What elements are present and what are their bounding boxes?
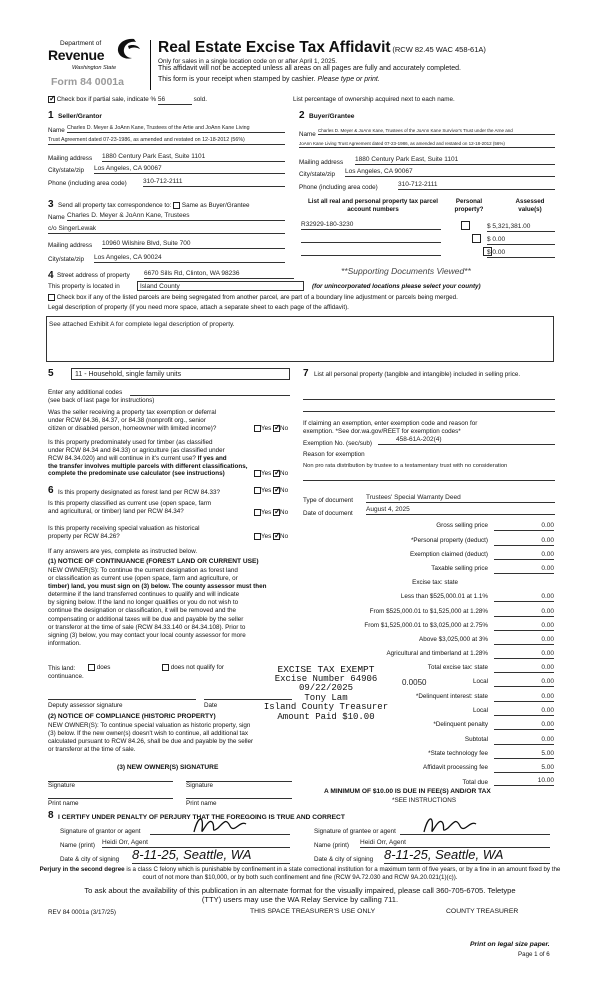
sec6-q2-yes-label: Yes — [261, 509, 272, 517]
section-5-number: 5 — [48, 368, 54, 379]
dept-line: Department of — [60, 40, 102, 47]
section-6-number: 6 — [48, 485, 54, 496]
sec6-q1-yes-label: Yes — [261, 487, 272, 495]
exemption-reason[interactable]: Non pro rata distribution by trustee to a testamentary trust with no consideration — [303, 463, 508, 469]
buyer-mail-label: Mailing address — [299, 159, 344, 166]
sec6-q2-yes-checkbox[interactable] — [254, 509, 261, 516]
q2-line-e: complete the predominate use calculator (see instructions) — [48, 470, 225, 478]
sec6-q1-no-checkbox[interactable] — [273, 487, 280, 494]
calc-value-subtotal[interactable]: 0.00 — [494, 736, 554, 745]
buyer-city[interactable]: Los Angeles, CA 90067 — [345, 168, 555, 177]
tax-mail-label: Mailing address — [48, 242, 93, 249]
seller-mail-label: Mailing address — [48, 155, 93, 162]
does-checkbox[interactable] — [88, 664, 95, 671]
calc-value-total-state[interactable]: 0.00 — [494, 664, 554, 673]
calc-value-tier3[interactable]: 0.00 — [494, 622, 554, 631]
does-not-row — [162, 664, 224, 672]
assessed-value-3[interactable]: $ 0.00 — [487, 249, 555, 258]
stamp-line-1: EXCISE TAX EXEMPT — [277, 664, 375, 675]
calc-label-tier3: From $1,525,000.01 to $3,025,000 at 2.75% — [364, 622, 488, 629]
street-label: Street address of property — [57, 272, 130, 279]
local-rate: 0.0050 — [402, 678, 427, 687]
title-text: Real Estate Excise Tax Affidavit — [158, 39, 391, 56]
cont-line-7: compensating or additional taxes will be due and payable by the seller — [48, 615, 244, 623]
assessed-value-2[interactable]: $ 0.00 — [487, 236, 555, 245]
sec6-q2-no-label: No — [280, 509, 289, 517]
segregated-row — [48, 294, 458, 302]
calc-value-penalty[interactable]: 0.00 — [494, 721, 554, 730]
header-divider — [150, 40, 151, 90]
continuance-notice — [48, 558, 292, 648]
does-row — [88, 664, 110, 672]
sec6-q3-answers — [254, 533, 288, 541]
stamp-line-6: Amount Paid $10.00 — [277, 711, 375, 722]
hist-line-1: NEW OWNER(S): To continue special valuation as historic property, sign — [48, 721, 251, 729]
grantee-date-city[interactable]: 8-11-25, Seattle, WA — [384, 847, 550, 864]
calc-label-agri: Agricultural and timberland at 1.28% — [386, 650, 488, 657]
buyer-mail[interactable]: 1880 Century Park East, Suite 1101 — [355, 156, 555, 165]
seller-name-2[interactable]: Trust Agreement dated 07-23-1986, as amended and restated on 12-18-2012 (56%) — [48, 137, 285, 145]
buyer-name-2[interactable]: JoAnn Kane Living Trust Agreement dated 07-23-1986, as amended and restated on 12-18-2012 (56%) — [299, 141, 555, 148]
calc-value-taxable[interactable]: 0.00 — [494, 565, 554, 574]
county-select[interactable]: Island County — [137, 281, 304, 291]
stamp-line-4: Tony Lam — [304, 692, 348, 703]
q2-no-label: No — [280, 470, 289, 478]
q1-line-c: citizen or disabled person, homeowner with limited income)? — [48, 424, 217, 432]
grantor-name[interactable]: Heidi Orr, Agent — [102, 839, 290, 848]
header-line-1: Only for sales in a single location code on or after April 1, 2025. — [158, 58, 338, 65]
section-7-number: 7 — [303, 368, 309, 379]
parcels-header: List all real and personal property tax parcel account numbers — [308, 198, 438, 213]
exempt-line-b: exemption. *See dor.wa.gov/REET for exemption codes* — [303, 427, 461, 435]
sec6-q3-yes-label: Yes — [261, 533, 272, 541]
q2-no-checkbox[interactable] — [273, 470, 280, 477]
same-as-buyer-label: Same as Buyer/Grantee — [181, 202, 250, 210]
stamp-line-2: Excise Number 64906 — [274, 673, 378, 684]
grantor-date-label: Date & city of signing — [60, 856, 120, 863]
parcel-number-3[interactable] — [301, 247, 441, 256]
sec6-q3 — [48, 525, 200, 541]
print-name-1[interactable] — [48, 791, 173, 799]
grantor-date-city[interactable]: 8-11-25, Seattle, WA — [132, 847, 290, 864]
continuance-label: continuance. — [48, 673, 84, 680]
addl-codes-label: Enter any additional codes — [48, 389, 123, 396]
historic-notice — [48, 713, 292, 754]
calc-value-affidavit-fee[interactable]: 5.00 — [494, 764, 554, 773]
sec6-q2-answers — [254, 509, 288, 517]
print-name-label-2: Print name — [186, 800, 217, 807]
q1-no-label: No — [280, 425, 289, 433]
logo — [46, 38, 146, 74]
cont-line-6: continue the designation or classification, it will be removed and the — [48, 607, 236, 615]
supporting-docs: **Supporting Documents Viewed** — [341, 266, 471, 276]
q2-yes-label: Yes — [261, 470, 272, 478]
parcel-number-1[interactable]: R32929-180-3230 — [301, 221, 441, 230]
q2-answers — [254, 470, 288, 478]
segregated-label: Check box if any of the listed parcels are being segregated from another parcel, are part of a boundary line adjustment or parcels being merged. — [56, 294, 458, 302]
sec6-q1-answers — [254, 487, 288, 495]
exempt-no[interactable]: 458-61A-202(4) — [378, 436, 555, 445]
sec6-q2 — [48, 500, 211, 516]
sec6-q2-b: and agricultural, or timber) land per RCW 84.34? — [48, 507, 184, 515]
grantee-sig-label: Signature of grantee or agent — [314, 828, 396, 835]
assessed-value-1[interactable]: $ 5,321,381.00 — [487, 223, 555, 232]
if-any-yes: If any answers are yes, complete as instructed below. — [48, 548, 198, 555]
calc-label-excise-state: Excise tax: state — [412, 579, 458, 586]
seller-name-1[interactable]: Charles D. Meyer & JoAnn Kane, Trustees of the Artie and JoAnn Kane Living — [67, 125, 285, 133]
use-code-select[interactable]: 11 - Household, single family units — [71, 368, 290, 380]
revenue-swoosh-icon — [114, 36, 142, 62]
receipt-note: This form is your receipt when stamped by cashier. — [158, 76, 316, 83]
q2-line-d: the transfer involves multiple parcels with different classifications, — [48, 462, 248, 470]
exemption-question — [48, 409, 268, 433]
assessed-value-header: Assessed value(s) — [515, 198, 545, 213]
title-rcw: (RCW 82.45 WAC 458-61A) — [392, 45, 486, 54]
buyer-name-label: Name — [299, 131, 316, 138]
reason-line-2 — [303, 480, 555, 481]
calc-label-gross: Gross selling price — [436, 522, 488, 529]
exempt-line-a: If claiming an exemption, enter exemption code and reason for — [303, 420, 478, 427]
new-owner-sig-1[interactable] — [48, 774, 173, 782]
section-8-number: 8 — [48, 810, 54, 821]
does-not-label: does not qualify for — [170, 664, 224, 672]
calc-label-interest-local: Local — [472, 707, 488, 714]
q2-line-b: under RCW 84.34 and 84.33) or agriculture (as classified under — [48, 446, 225, 454]
tax-mail[interactable]: 10960 Wilshire Blvd, Suite 700 — [102, 240, 285, 249]
calc-label-personal: *Personal property (deduct) — [410, 537, 488, 544]
calc-label-penalty: *Delinquent penalty — [433, 721, 488, 728]
calc-label-total-due: Total due — [462, 779, 488, 786]
parcel-number-2[interactable] — [301, 234, 441, 243]
cont-line-2: or classification as current use (open space, farm and agriculture, or — [48, 574, 238, 582]
sec6-q3-a: Is this property receiving special valuation as historical — [48, 525, 200, 532]
treasurer-use-only: THIS SPACE TREASURER'S USE ONLY — [250, 908, 376, 915]
q1-yes-label: Yes — [261, 425, 272, 433]
excise-stamp — [258, 665, 394, 722]
alt-format-2: (TTY) users may use the WA Relay Service by calling 711. — [201, 895, 399, 904]
q2-line-c-bold: If yes and — [197, 454, 227, 462]
tax-name-label: Name — [48, 214, 65, 221]
partial-sale-checkbox[interactable] — [48, 96, 55, 103]
perjury-notice — [36, 866, 564, 882]
q1-yes-checkbox[interactable] — [254, 425, 261, 432]
calc-label-total-state: Total excise tax: state — [427, 664, 488, 671]
grantee-signature-scribble — [420, 812, 480, 838]
calc-label-tier4: Above $3,025,000 at 3% — [419, 636, 488, 643]
seller-city-label: City/state/zip — [48, 167, 85, 174]
legal-description-box[interactable] — [46, 316, 554, 362]
doc-date[interactable]: August 4, 2025 — [366, 506, 555, 515]
seller-city[interactable]: Los Angeles, CA 90067 — [94, 165, 285, 174]
perjury-text: is a class C felony which is punishable by confinement in a state correctional institution for a maximum term of five years, or by a fine in an amount fixed by the court of not more than $10,000, or by both such confinement and fine (RCW 9A.72.030 and RCW 9A.20.021(1)(c)). — [124, 866, 561, 882]
q1-no-checkbox[interactable] — [273, 425, 280, 432]
sec6-q2-a: Is this property classified as current use (open space, farm — [48, 500, 212, 507]
cont-line-8: or transferor at the time of sale (RCW 84.33.140 or 84.34.108). Prior to — [48, 623, 246, 631]
calc-value-personal[interactable]: 0.00 — [494, 537, 554, 546]
located-label: This property is located in — [48, 283, 120, 290]
timber-question — [48, 439, 288, 478]
doc-type[interactable]: Trustees' Special Warranty Deed — [366, 494, 555, 503]
seller-name-label: Name — [48, 127, 65, 134]
minimum-due: A MINIMUM OF $10.00 IS DUE IN FEE(S) AND/OR TAX — [324, 788, 491, 795]
partial-sale-row — [48, 96, 207, 105]
hist-line-3: calculated pursuant to RCW 84.26, shall be due and payable by the seller — [48, 737, 254, 745]
buyer-city-label: City/state/zip — [299, 171, 336, 178]
sec6-q1-no-label: No — [280, 487, 289, 495]
buyer-heading: Buyer/Grantee — [309, 113, 355, 120]
hist-line-2: (3) below. If the new owner(s) doesn't wish to continue, all additional tax — [48, 729, 249, 737]
form-title — [158, 38, 486, 57]
seller-phone[interactable]: 310-712-2111 — [143, 178, 285, 187]
reason-label: Reason for exemption — [303, 451, 365, 458]
new-owner-sig-heading: (3) NEW OWNER(S) SIGNATURE — [117, 764, 219, 771]
type-or-print: Please type or print. — [317, 76, 380, 83]
partial-percent[interactable]: 56 — [158, 96, 192, 105]
partial-label: Check box if partial sale, indicate % — [56, 96, 157, 104]
sec6-q3-yes-checkbox[interactable] — [254, 533, 261, 540]
print-name-2[interactable] — [186, 791, 292, 799]
does-not-checkbox[interactable] — [162, 664, 169, 671]
grantee-name-label: Name (print) — [314, 842, 349, 849]
personal-property-line-2[interactable] — [303, 404, 555, 412]
q2-line-a: Is this property predominately used for timber (as classified — [48, 439, 213, 446]
signature-label-1: Signature — [48, 782, 75, 789]
unincorp-note: (for unincorporated locations please select your county) — [312, 283, 481, 290]
see-instructions: *SEE INSTRUCTIONS — [392, 797, 457, 804]
sec6-q1: Is this property designated as forest land per RCW 84.33? — [58, 489, 221, 496]
calc-value-interest-local[interactable]: 0.00 — [494, 707, 554, 716]
q1-line-b: under RCW 84.36, 84.37, or 84.38 (nonprofit org., senior — [48, 416, 206, 424]
addl-codes-input[interactable] — [130, 388, 290, 396]
buyer-phone-label: Phone (including area code) — [299, 184, 378, 191]
legal-description: See attached Exhibit A for complete legal description of property. — [49, 321, 235, 328]
partial-sold: sold. — [193, 96, 207, 104]
sec6-q2-no-checkbox[interactable] — [273, 509, 280, 516]
personal-property-checkbox-1[interactable] — [461, 221, 470, 230]
tax-city-label: City/state/zip — [48, 256, 85, 263]
cont-line-9: signing (3) below, you may contact your local county assessor for more — [48, 631, 246, 639]
legal-label: Legal description of property (if you need more space, attach a separate sheet to each page of the affidavit). — [48, 304, 349, 311]
calc-label-exemption: Exemption claimed (deduct) — [409, 551, 488, 558]
perjury-bold: Perjury in the second degree — [39, 866, 125, 873]
personal-property-checkbox-2[interactable] — [472, 234, 481, 243]
deputy-sig-line[interactable] — [48, 692, 196, 700]
street-address[interactable]: 6670 Sills Rd, Clinton, WA 98236 — [144, 270, 294, 279]
state-line: Washington State — [72, 65, 117, 71]
section-4-number: 4 — [48, 270, 54, 281]
sec6-q3-no-label: No — [280, 533, 289, 541]
q2-line-c-text: RCW 84.34.020) and will continue in it's current use? — [48, 454, 196, 462]
cont-line-10: information. — [48, 640, 81, 648]
does-label: does — [96, 664, 111, 672]
exemption-text — [303, 420, 555, 436]
cont-line-4: determine if the land transferred continues to qualify and will indicate — [48, 591, 240, 599]
calc-label-tier1: Less than $525,000.01 at 1.1% — [400, 593, 488, 600]
tax-name-1[interactable]: Charles D. Meyer & JoAnn Kane, Trustees — [67, 212, 285, 221]
calc-value-interest-state[interactable]: 0.00 — [494, 693, 554, 702]
grantor-name-label: Name (print) — [60, 842, 95, 849]
calc-value-tier2[interactable]: 0.00 — [494, 608, 554, 617]
personal-property-header: Personal property? — [454, 198, 484, 213]
calc-value-agri[interactable]: 0.00 — [494, 650, 554, 659]
deputy-date-label: Date — [204, 702, 218, 709]
buyer-phone[interactable]: 310-712-2111 — [398, 181, 555, 190]
alt-format-1: To ask about the availability of this publication in an alternate format for the visually impaired, please call 360-705-6705. Teletype — [84, 886, 516, 895]
buyer-name-1[interactable]: Charles D. Meyer & JoAnn Kane, Trustees of the JoAnn Kane Survivor's Trust under the Arne and — [318, 128, 555, 135]
calc-value-tier1[interactable]: 0.00 — [494, 593, 554, 602]
cont-line-5: by signing below. If the land no longer qualifies or you do not wish to — [48, 599, 239, 607]
seller-phone-label: Phone (including area code) — [48, 180, 127, 187]
tax-corr-label: Send all property tax correspondence to: — [58, 202, 172, 210]
stamp-line-5: Island County Treasurer — [263, 702, 389, 713]
calc-value-gross[interactable]: 0.00 — [494, 522, 554, 531]
revision: REV 84 0001a (3/17/25) — [48, 909, 116, 916]
calc-value-local[interactable]: 0.00 — [494, 678, 554, 687]
grantor-signature-scribble — [190, 812, 250, 838]
this-land-label: This land: — [48, 665, 76, 672]
form-number: Form 84 0001a — [51, 76, 124, 88]
calc-value-total-due[interactable]: 10.00 — [494, 777, 554, 786]
seller-heading: Seller/Grantor — [58, 113, 102, 120]
tax-corr-row — [58, 202, 249, 210]
grantor-sig-label: Signature of grantor or agent — [60, 828, 141, 835]
grantee-name[interactable]: Heidi Orr, Agent — [360, 839, 550, 848]
segregated-checkbox[interactable] — [48, 294, 55, 301]
tax-name-2[interactable]: c/o SingerLewak — [48, 225, 285, 234]
sec6-q1-yes-checkbox[interactable] — [254, 487, 261, 494]
continuance-heading: (1) NOTICE OF CONTINUANCE (FOREST LAND OR CURRENT USE) — [48, 558, 259, 565]
calc-label-local: Local — [472, 678, 488, 685]
print-name-label-1: Print name — [48, 800, 79, 807]
doc-date-label: Date of document — [303, 510, 353, 517]
calc-label-affidavit-fee: Affidavit processing fee — [423, 764, 488, 771]
header-line-3 — [158, 76, 380, 85]
calc-label-subtotal: Subtotal — [464, 736, 488, 743]
page-number: Page 1 of 6 — [518, 951, 550, 958]
legal-paper-note: Print on legal size paper. — [470, 941, 550, 948]
addl-codes-note: (see back of last page for instructions) — [48, 397, 155, 404]
county-treasurer: COUNTY TREASURER — [446, 908, 519, 915]
personal-property-text: List all personal property (tangible and intangible) included in selling price. — [314, 371, 521, 378]
doc-type-label: Type of document — [303, 497, 354, 504]
section-1-number: 1 — [48, 110, 54, 121]
new-owner-sig-2[interactable] — [186, 774, 292, 782]
sec6-q3-b: property per RCW 84.26? — [48, 532, 120, 540]
exempt-no-label: Exemption No. (sec/sub) — [303, 440, 372, 447]
q2-line-c — [48, 455, 288, 463]
calc-label-tier2: From $525,000.01 to $1,525,000 at 1.28% — [369, 608, 488, 615]
certify-heading: I CERTIFY UNDER PENALTY OF PERJURY THAT THE FOREGOING IS TRUE AND CORRECT — [58, 814, 345, 821]
sec6-q3-no-checkbox[interactable] — [273, 533, 280, 540]
section-3-number: 3 — [48, 199, 54, 210]
header-line-2: This affidavit will not be accepted unless all areas on all pages are fully and accurately completed. — [158, 65, 461, 72]
calc-value-tech-fee[interactable]: 5.00 — [494, 750, 554, 759]
grantee-date-label: Date & city of signing — [314, 856, 374, 863]
historic-heading: (2) NOTICE OF COMPLIANCE (HISTORIC PROPERTY) — [48, 713, 216, 720]
personal-property-line-1[interactable] — [303, 392, 555, 400]
stamp-line-3: 09/22/2025 — [298, 683, 353, 694]
cont-line-1: NEW OWNER(S): To continue the current designation as forest land — [48, 566, 238, 574]
revenue-wordmark: Revenue — [48, 47, 105, 63]
q2-yes-checkbox[interactable] — [254, 470, 261, 477]
calc-label-tech-fee: *State technology fee — [428, 750, 488, 757]
tax-city[interactable]: Los Angeles, CA 90024 — [94, 254, 285, 263]
seller-mail[interactable]: 1880 Century Park East, Suite 1101 — [102, 153, 285, 162]
cont-line-3: timber) land, you must sign on (3) below. The county assessor must then — [48, 582, 267, 590]
deputy-label: Deputy assessor signature — [48, 702, 123, 709]
section-2-number: 2 — [299, 110, 305, 121]
signature-label-2: Signature — [186, 782, 213, 789]
calc-value-tier4[interactable]: 0.00 — [494, 636, 554, 645]
q1-answers — [254, 425, 288, 433]
hist-line-4: or transferor at the time of sale. — [48, 746, 136, 754]
list-pct-note: List percentage of ownership acquired next to each name. — [293, 96, 455, 103]
calc-label-interest-state: *Delinquent interest: state — [415, 693, 488, 700]
same-as-buyer-checkbox[interactable] — [173, 202, 180, 209]
q1-line-a: Was the seller receiving a property tax exemption or deferral — [48, 409, 217, 416]
calc-label-taxable: Taxable selling price — [431, 565, 488, 572]
calc-value-exemption[interactable]: 0.00 — [494, 551, 554, 560]
